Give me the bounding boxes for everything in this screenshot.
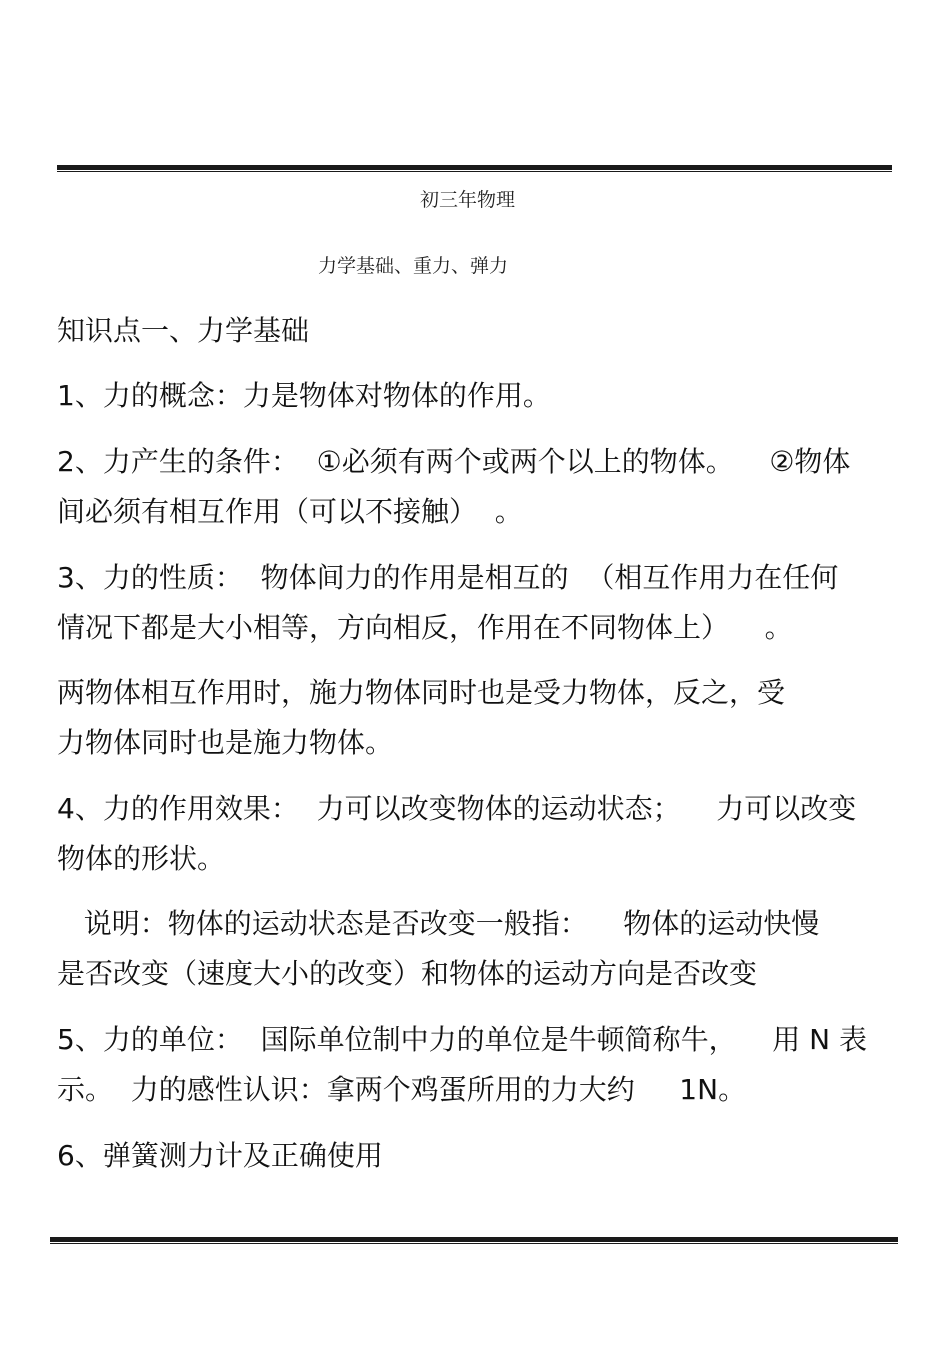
bottom-rule-thin bbox=[50, 1243, 898, 1244]
text-line: 3、力的性质： 物体间力的作用是相互的 （相互作用力在任何 bbox=[57, 561, 839, 594]
text-line: 是否改变（速度大小的改变）和物体的运动方向是否改变 bbox=[57, 957, 758, 990]
text-line: 4、力的作用效果： 力可以改变物体的运动状态； 力可以改变 bbox=[57, 792, 857, 825]
text-line: 5、力的单位： 国际单位制中力的单位是牛顿简称牛， 用 N 表 bbox=[57, 1023, 867, 1056]
text-line: 间必须有相互作用（可以不接触） 。 bbox=[57, 495, 523, 528]
document-subtitle: 力学基础、重力、弹力 bbox=[318, 255, 509, 277]
text-line: 6、弹簧测力计及正确使用 bbox=[57, 1139, 383, 1172]
text-line: 两物体相互作用时，施力物体同时也是受力物体，反之，受 bbox=[57, 676, 786, 709]
top-rule-thin bbox=[57, 171, 892, 172]
text-line: 力物体同时也是施力物体。 bbox=[57, 726, 394, 759]
text-line: 1、力的概念：力是物体对物体的作用。 bbox=[57, 379, 551, 412]
top-rule bbox=[57, 165, 892, 170]
bottom-rule bbox=[50, 1237, 898, 1242]
text-line: 示。 力的感性认识：拿两个鸡蛋所用的力大约 1N。 bbox=[57, 1073, 747, 1106]
section-heading: 知识点一、力学基础 bbox=[57, 314, 310, 347]
text-line: 情况下都是大小相等，方向相反，作用在不同物体上） 。 bbox=[57, 611, 793, 644]
text-line: 说明：物体的运动状态是否改变一般指： 物体的运动快慢 bbox=[57, 907, 820, 940]
text-line: 物体的形状。 bbox=[57, 842, 226, 875]
document-title: 初三年物理 bbox=[420, 189, 516, 211]
text-line: 2、力产生的条件： ①必须有两个或两个以上的物体。 ②物体 bbox=[57, 445, 851, 478]
